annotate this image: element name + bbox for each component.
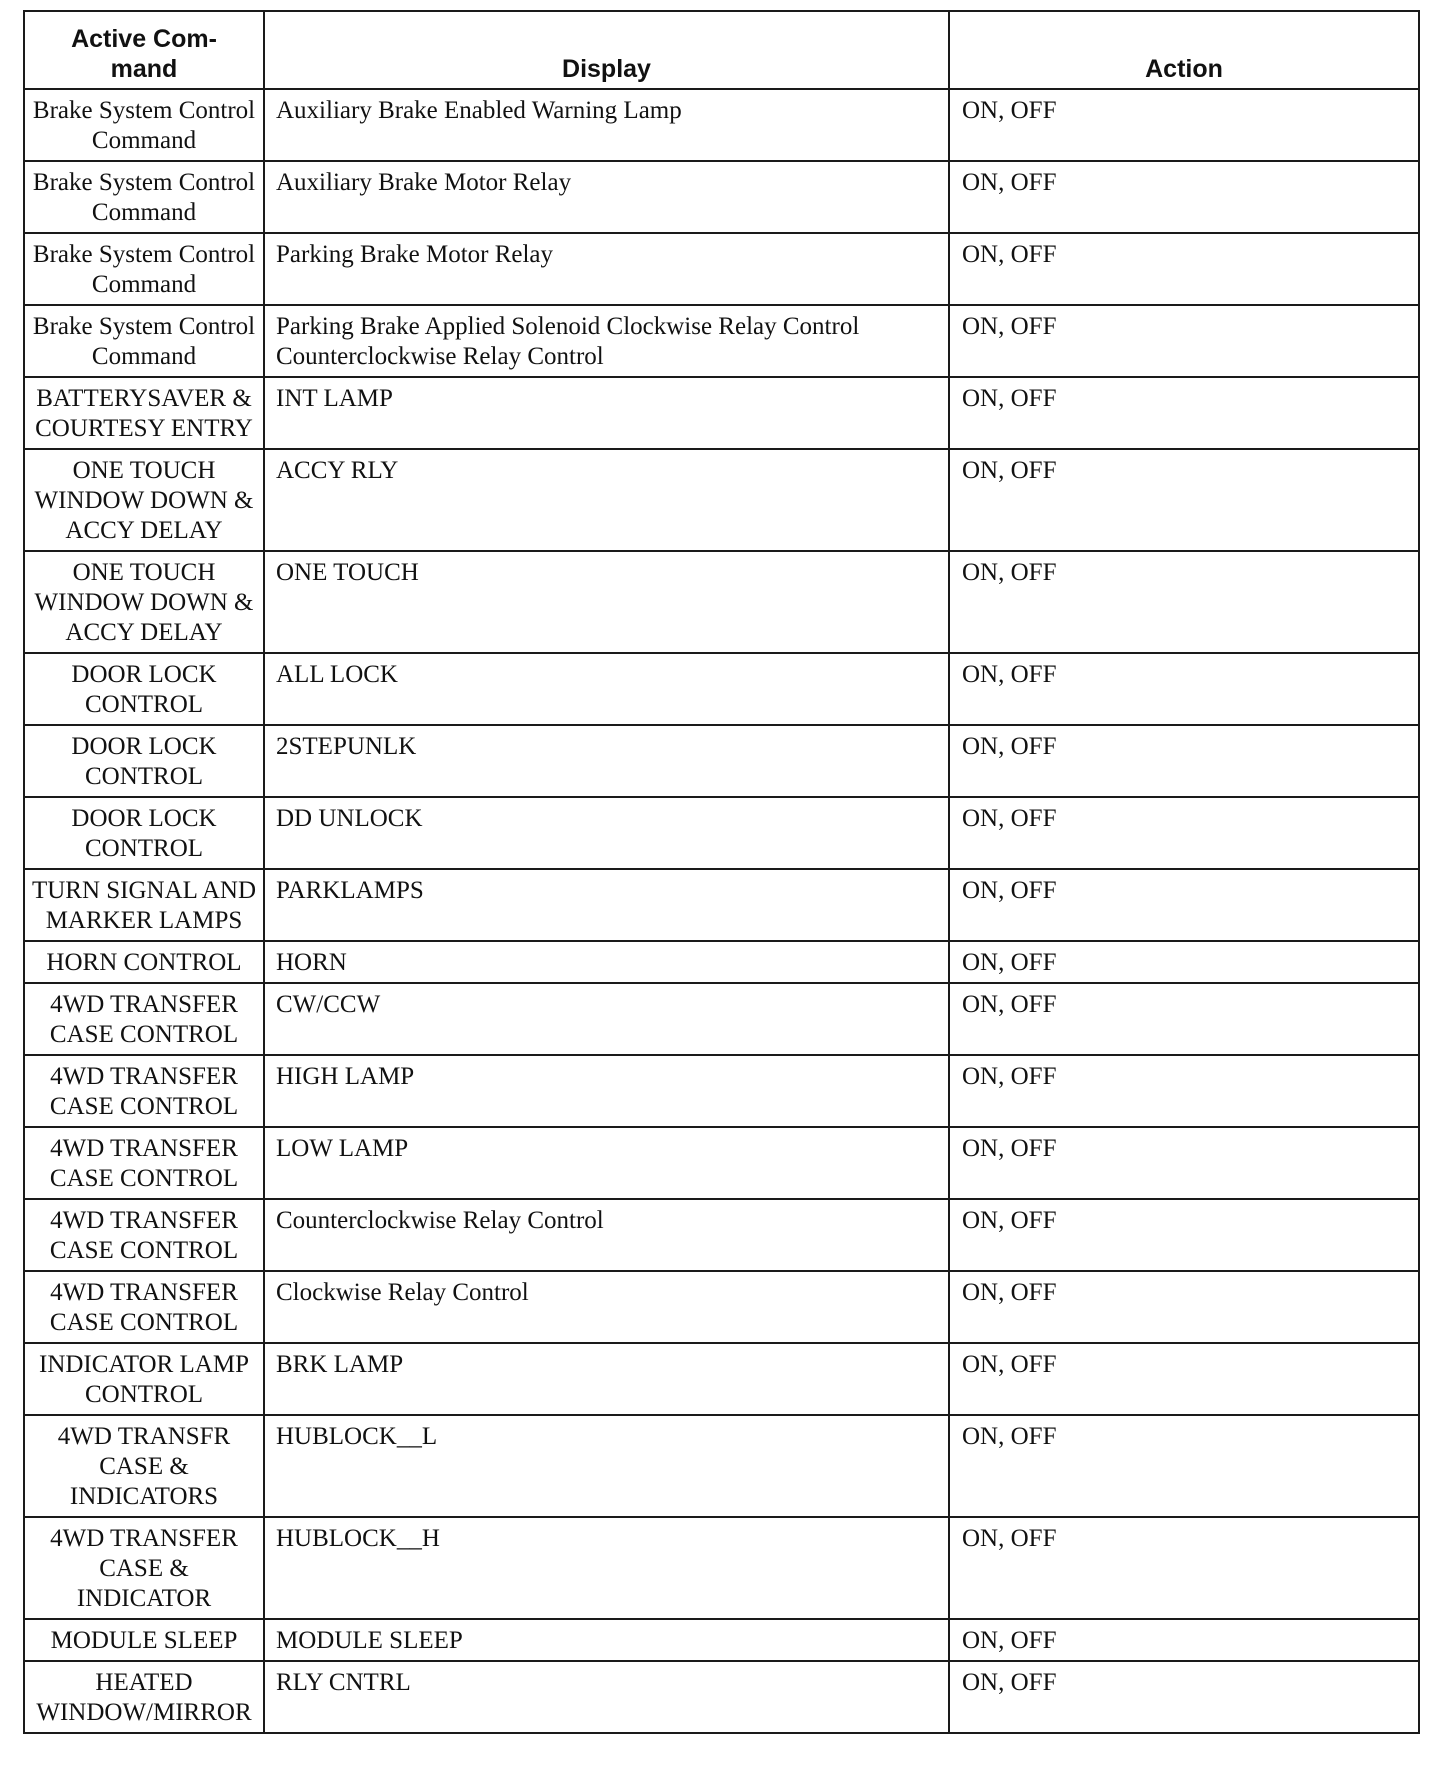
table-row <box>24 869 1419 941</box>
header-action: Action <box>949 11 1419 89</box>
table-row <box>24 1619 1419 1661</box>
cell-action: ON, OFF <box>949 653 1419 725</box>
cell-display: HORN <box>264 941 949 983</box>
cell-display: HIGH LAMP <box>264 1055 949 1127</box>
cell-active-command: Brake System Control Command <box>24 89 264 161</box>
table-row <box>24 377 1419 449</box>
cell-action: ON, OFF <box>949 161 1419 233</box>
cell-display: Parking Brake Motor Relay <box>264 233 949 305</box>
cell-display: Auxiliary Brake Enabled Warning Lamp <box>264 89 949 161</box>
table-row <box>24 551 1419 653</box>
table-row <box>24 725 1419 797</box>
table-row <box>24 653 1419 725</box>
cell-action: ON, OFF <box>949 1517 1419 1619</box>
cell-active-command: 4WD TRANSFER CASE CONTROL <box>24 1055 264 1127</box>
cell-display: Parking Brake Applied Solenoid Clockwise Relay Control Counterclockwise Relay Control <box>264 305 949 377</box>
table-row <box>24 941 1419 983</box>
cell-active-command: ONE TOUCH WINDOW DOWN & ACCY DELAY <box>24 551 264 653</box>
table-row <box>24 1271 1419 1343</box>
header-row <box>24 11 1419 89</box>
cell-active-command: HEATED WINDOW/MIRROR <box>24 1661 264 1733</box>
cell-display: ALL LOCK <box>264 653 949 725</box>
cell-action: ON, OFF <box>949 1055 1419 1127</box>
cell-active-command: DOOR LOCK CONTROL <box>24 725 264 797</box>
cell-display: CW/CCW <box>264 983 949 1055</box>
cell-display: RLY CNTRL <box>264 1661 949 1733</box>
cell-active-command: Brake System Control Command <box>24 161 264 233</box>
header-display: Display <box>264 11 949 89</box>
cell-action: ON, OFF <box>949 305 1419 377</box>
table-row <box>24 161 1419 233</box>
table-row <box>24 1343 1419 1415</box>
cell-active-command: BATTERYSAVER & COURTESY ENTRY <box>24 377 264 449</box>
cell-active-command: 4WD TRANSFER CASE & INDICATOR <box>24 1517 264 1619</box>
cell-display: Clockwise Relay Control <box>264 1271 949 1343</box>
cell-display: PARKLAMPS <box>264 869 949 941</box>
cell-display: DD UNLOCK <box>264 797 949 869</box>
cell-display: HUBLOCK__H <box>264 1517 949 1619</box>
cell-display: Auxiliary Brake Motor Relay <box>264 161 949 233</box>
cell-action: ON, OFF <box>949 1415 1419 1517</box>
cell-display: ONE TOUCH <box>264 551 949 653</box>
cell-action: ON, OFF <box>949 941 1419 983</box>
cell-action: ON, OFF <box>949 725 1419 797</box>
cell-active-command: TURN SIGNAL AND MARKER LAMPS <box>24 869 264 941</box>
table-body <box>24 89 1419 1733</box>
cell-active-command: HORN CONTROL <box>24 941 264 983</box>
cell-active-command: DOOR LOCK CONTROL <box>24 797 264 869</box>
cell-active-command: 4WD TRANSFER CASE CONTROL <box>24 983 264 1055</box>
table-row <box>24 1055 1419 1127</box>
cell-active-command: 4WD TRANSFER CASE CONTROL <box>24 1271 264 1343</box>
header-active-command <box>24 11 264 89</box>
cell-display: 2STEPUNLK <box>264 725 949 797</box>
cell-active-command: MODULE SLEEP <box>24 1619 264 1661</box>
cell-active-command: INDICATOR LAMP CONTROL <box>24 1343 264 1415</box>
cell-action: ON, OFF <box>949 869 1419 941</box>
cell-action: ON, OFF <box>949 233 1419 305</box>
table-row <box>24 1661 1419 1733</box>
table-row <box>24 797 1419 869</box>
table-row <box>24 449 1419 551</box>
table-row <box>24 1199 1419 1271</box>
cell-display: BRK LAMP <box>264 1343 949 1415</box>
table-row <box>24 233 1419 305</box>
table-row <box>24 983 1419 1055</box>
table-row <box>24 1127 1419 1199</box>
active-command-table <box>23 10 1420 1734</box>
cell-action: ON, OFF <box>949 1199 1419 1271</box>
cell-active-command: ONE TOUCH WINDOW DOWN & ACCY DELAY <box>24 449 264 551</box>
cell-active-command: Brake System Control Command <box>24 305 264 377</box>
cell-display: LOW LAMP <box>264 1127 949 1199</box>
cell-action: ON, OFF <box>949 797 1419 869</box>
header-active-command-label: Active Com- mand <box>71 25 217 83</box>
cell-active-command: 4WD TRANSFER CASE CONTROL <box>24 1127 264 1199</box>
cell-action: ON, OFF <box>949 1271 1419 1343</box>
cell-active-command: 4WD TRANSFR CASE & INDICATORS <box>24 1415 264 1517</box>
cell-action: ON, OFF <box>949 1619 1419 1661</box>
cell-display: HUBLOCK__L <box>264 1415 949 1517</box>
cell-action: ON, OFF <box>949 1127 1419 1199</box>
cell-action: ON, OFF <box>949 449 1419 551</box>
cell-action: ON, OFF <box>949 1661 1419 1733</box>
cell-action: ON, OFF <box>949 377 1419 449</box>
cell-display: MODULE SLEEP <box>264 1619 949 1661</box>
cell-action: ON, OFF <box>949 551 1419 653</box>
cell-display: Counterclockwise Relay Control <box>264 1199 949 1271</box>
cell-action: ON, OFF <box>949 983 1419 1055</box>
cell-active-command: DOOR LOCK CONTROL <box>24 653 264 725</box>
cell-active-command: 4WD TRANSFER CASE CONTROL <box>24 1199 264 1271</box>
table-row <box>24 305 1419 377</box>
table-row <box>24 1415 1419 1517</box>
cell-display: ACCY RLY <box>264 449 949 551</box>
cell-active-command: Brake System Control Command <box>24 233 264 305</box>
cell-action: ON, OFF <box>949 1343 1419 1415</box>
cell-display: INT LAMP <box>264 377 949 449</box>
cell-action: ON, OFF <box>949 89 1419 161</box>
table-row <box>24 1517 1419 1619</box>
table-row <box>24 89 1419 161</box>
